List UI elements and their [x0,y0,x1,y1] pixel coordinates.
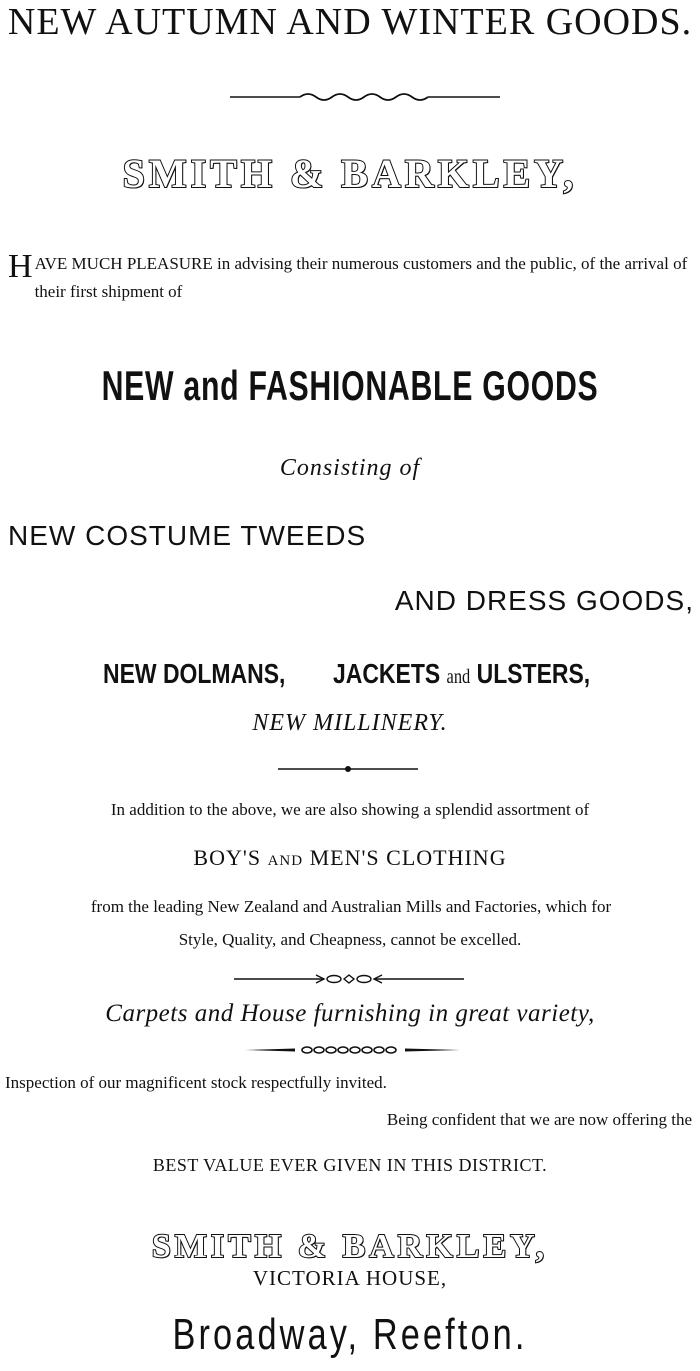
intro-paragraph [8,250,698,306]
short-rule [278,763,418,775]
broadway-reefton: Broadway, Reefton. [172,1310,528,1359]
fashion-heading: NEW and FASHIONABLE GOODS [101,362,599,409]
confident-line: Being confident that we are now offering the [386,1110,692,1129]
dress-goods: AND DRESS GOODS, [394,585,694,616]
style-quality-line: Style, Quality, and Cheapness, cannot be excelled. [178,930,522,949]
new-millinery: NEW MILLINERY. [252,710,448,736]
best-value-line: BEST VALUE EVER GIVEN IN THIS DISTRICT. [152,1155,548,1175]
costume-tweeds: NEW COSTUME TWEEDS [8,520,367,551]
leading-mills-line: from the leading New Zealand and Australian Mills and Factories, which for [90,897,612,916]
boys-text: BOY'S [193,845,262,870]
jackets-ulsters [333,658,590,690]
chain-rule [245,1044,460,1056]
inspection-line: Inspection of our magnificent stock respectfully invited. [5,1073,387,1092]
victoria-house: VICTORIA HOUSE, [252,1266,448,1290]
consisting-of: Consisting of [279,455,421,481]
clothing-and: AND [267,853,304,869]
firm-name-top: SMITH & BARKLEY, [122,151,578,196]
intro-text: AVE MUCH PLEASURE in advising their numerous customers and the public, of the arrival of their first shipment of [34,254,688,301]
clothing-heading [0,845,700,871]
firm-name-bottom: SMITH & BARKLEY, [151,1228,549,1265]
drop-cap: H [8,248,33,285]
diamond-rule [234,972,464,986]
jackets-and: and [446,666,471,688]
addition-line: In addition to the above, we are also showing a splendid assortment of [110,800,590,819]
mens-clothing-text: MEN'S CLOTHING [309,845,507,870]
new-dolmans: NEW DOLMANS, [103,658,286,689]
carpets-line: Carpets and House furnishing in great variety, [105,1000,595,1027]
jackets-text: JACKETS [333,658,441,689]
ornamental-rule [230,90,500,104]
ulsters-text: ULSTERS, [476,658,591,689]
headline: NEW AUTUMN AND WINTER GOODS. [7,1,693,43]
